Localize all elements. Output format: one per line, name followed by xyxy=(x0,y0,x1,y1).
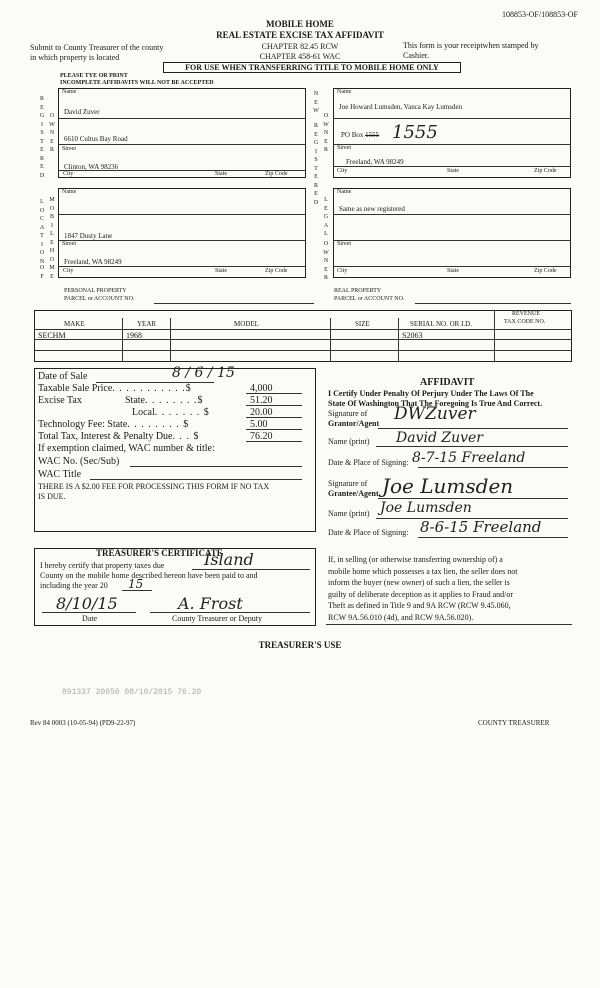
affidavit-title: AFFIDAVIT xyxy=(420,377,475,388)
registered-owner-zip-label: Zip Code xyxy=(265,171,288,177)
treasurers-use-label: TREASURER'S USE xyxy=(258,640,342,650)
incomplete-warning: INCOMPLETE AFFIDAVITS WILL NOT BE ACCEPTED xyxy=(60,80,214,86)
grantor-date-place: 8-7-15 Freeland xyxy=(412,450,526,466)
notice-line: If, in selling (or otherwise transferring ownership of) a xyxy=(328,555,503,564)
notice-line: RCW 9A.56.010 (4d), and RCW 9A.56.020). xyxy=(328,612,474,622)
registered-owner-name-label: Name xyxy=(62,89,77,95)
certify-statement: I Certify Under Penalty Of Perjury Under The Laws Of The xyxy=(328,389,534,398)
document-id: 108853-OF/108853-OF xyxy=(501,10,578,19)
technology-fee-value: 5.00 xyxy=(250,419,268,430)
make-header: MAKE xyxy=(64,320,85,328)
grantee-signature-label: Signature of xyxy=(328,479,368,488)
location-city: Freeland, WA 98249 xyxy=(64,258,122,266)
struck-box-number: 1555 xyxy=(365,131,380,139)
notice-line: inform the buyer (new owner) of such a lien, the seller is xyxy=(328,578,510,587)
county-treasurer-footer: COUNTY TREASURER xyxy=(478,719,550,727)
county-treasurer-deputy-label: County Treasurer or Deputy xyxy=(172,614,262,623)
legal-vertical-label: L E G A L xyxy=(323,197,329,237)
excise-tax-label: Excise Tax xyxy=(38,395,82,406)
cashier-stamp: 891337 20650 08/10/2015 76.20 xyxy=(62,688,202,697)
notice-line: guilty of deliberate deception as it applies to Fraud and/or xyxy=(328,589,514,599)
grantor-signature: DWZuver xyxy=(394,404,476,424)
grantee-date-place-label: Date & Place of Signing: xyxy=(328,528,409,537)
taxable-sale-price-value: 4,000 xyxy=(250,383,273,394)
registered-owner-name: David Zuver xyxy=(64,108,100,116)
new-owner-city-label: City xyxy=(337,168,348,174)
wac-number-label: WAC No. (Sec/Sub) xyxy=(38,456,120,467)
make-cell: SECHM xyxy=(38,331,66,340)
receipt-note: This form is your receiptwhen stamped by xyxy=(403,41,539,50)
legal-owner-state-label: State xyxy=(447,268,459,274)
date-of-sale-label: Date of Sale xyxy=(38,371,88,382)
handwritten-box-number: 1555 xyxy=(392,122,438,143)
revenue-header: REVENUE xyxy=(512,311,540,317)
form-subtitle: REAL ESTATE EXCISE TAX AFFIDAVIT xyxy=(216,30,384,40)
new-owner-street-label: Street xyxy=(337,145,351,151)
grantee-name-print-label: Name (print) xyxy=(328,509,370,518)
new-vertical-label: N E W xyxy=(313,91,319,114)
real-property-label: REAL PROPERTY xyxy=(334,288,382,294)
notice-line: mobile home which possesses a tax lien, the seller does not xyxy=(328,566,518,576)
new-owner-name: Joe Howard Lumsden, Vanca Kay Lumsden xyxy=(339,103,463,111)
certify-taxes-line: I hereby certify that property taxes due xyxy=(40,561,165,570)
grantee-date-place: 8-6-15 Freeland xyxy=(420,518,542,536)
treasurer-certificate-title: TREASURER'S CERTIFICATE xyxy=(96,548,223,558)
legal-owner-name-label: Name xyxy=(337,189,352,195)
excise-local-label: Local. . . . . . . $ xyxy=(132,407,209,418)
registered-owner-street: 6610 Cultus Bay Road xyxy=(64,135,128,143)
certify-statement-2: State Of Washington That The Foregoing Is True And Correct. xyxy=(328,399,543,408)
owner-vertical-label: O W N E R xyxy=(49,113,55,153)
serial-header: SERIAL NO. OR I.D. xyxy=(410,320,472,328)
tax-lien-notice xyxy=(328,554,518,623)
location-state-label: State xyxy=(215,268,227,274)
of-vertical-label: O F xyxy=(39,265,45,280)
processing-fee-note: THERE IS A $2.00 FEE FOR PROCESSING THIS FORM IF NO TAX xyxy=(38,482,270,491)
certificate-date-label: Date xyxy=(82,614,98,623)
notice-line: Theft as defined in Title 9 and 9A RCW (RCW 9.45.060, xyxy=(328,601,511,610)
size-header: SIZE xyxy=(355,320,370,328)
excise-state-label: State. . . . . . . .$ xyxy=(125,395,203,406)
location-street: 1847 Dusty Lane xyxy=(64,232,113,240)
year-cell: 1968 xyxy=(126,331,142,340)
certify-year-line: including the year 20 xyxy=(40,581,108,590)
county-name-handwritten: Island xyxy=(204,550,254,569)
grantor-signature-label: Signature of xyxy=(328,409,368,418)
location-name-label: Name xyxy=(62,189,77,195)
new-owner-city: Freeland, WA 98249 xyxy=(346,158,404,166)
wac-title-label: WAC Title xyxy=(38,469,82,480)
legal-owner-vertical-label: O W N E R xyxy=(323,241,329,281)
registered-owner-city-label: City xyxy=(63,171,74,177)
location-street-label: Street xyxy=(62,241,76,247)
grantee-signature: Joe Lumsden xyxy=(382,474,514,498)
certificate-date-handwritten: 8/10/15 xyxy=(56,594,118,613)
excise-state-value: 51.20 xyxy=(250,395,273,406)
technology-fee-label: Technology Fee: State. . . . . . . . $ xyxy=(38,419,189,430)
real-parcel-label: PARCEL or ACCOUNT NO. xyxy=(334,296,405,302)
grantor-date-place-label: Date & Place of Signing: xyxy=(328,458,409,467)
new-owner-street: PO Box 1555 xyxy=(341,131,380,139)
submit-instruction-2: in which property is located xyxy=(30,53,120,62)
form-title: MOBILE HOME xyxy=(266,19,334,29)
location-zip-label: Zip Code xyxy=(265,268,288,274)
registered-owner-city: Clinton, WA 98236 xyxy=(64,163,119,171)
exemption-label: If exemption claimed, WAC number & title: xyxy=(38,443,215,454)
certify-county-line: County on the mobile home described hereon have been paid to and xyxy=(40,571,258,580)
revision-code: Rev 84 0003 (10-05-94) (PD9-22-97) xyxy=(30,719,136,727)
chapter-wac: CHAPTER 458-61 WAC xyxy=(259,52,341,61)
excise-local-value: 20.00 xyxy=(250,407,273,418)
grantor-agent-label: Grantor/Agent xyxy=(328,419,380,428)
year-handwritten: 15 xyxy=(128,577,144,591)
serial-cell: S2063 xyxy=(402,331,423,340)
new-owner-name-label: Name xyxy=(337,89,352,95)
grantee-printed-name: Joe Lumsden xyxy=(380,500,472,516)
registered-owner-state-label: State xyxy=(215,171,227,177)
legal-owner-street-label: Street xyxy=(337,241,351,247)
year-header: YEAR xyxy=(137,320,157,328)
grantor-name-print-label: Name (print) xyxy=(328,437,370,446)
new-owner-vertical-label: O W N E R xyxy=(323,113,329,153)
new-owner-state-label: State xyxy=(447,168,459,174)
mobile-home-table xyxy=(34,310,572,362)
legal-owner-city-label: City xyxy=(337,268,348,274)
date-of-sale-value: 8 / 6 / 15 xyxy=(172,365,235,381)
registered-owner-vertical-label: R E G I S T E R E D xyxy=(39,96,45,179)
registered-owner-street-label: Street xyxy=(62,146,76,152)
grantor-printed-name: David Zuver xyxy=(396,430,484,446)
mobile-home-vertical-label: M O B I L E H O M E xyxy=(49,197,55,280)
personal-property-label: PERSONAL PROPERTY xyxy=(64,288,127,294)
total-tax-value: 76.20 xyxy=(250,431,273,442)
tax-code-header: TAX CODE NO. xyxy=(504,319,546,325)
transfer-banner: FOR USE WHEN TRANSFERRING TITLE TO MOBILE HOME ONLY xyxy=(163,62,461,73)
print-instruction: PLEASE TYE OR PRINT xyxy=(60,73,128,79)
receipt-note-2: Cashier. xyxy=(403,51,429,60)
new-owner-zip-label: Zip Code xyxy=(534,168,557,174)
taxable-sale-price: Taxable Sale Price. . . . . . . . . . .$ xyxy=(38,383,191,394)
grantee-agent-label: Grantee/Agent xyxy=(328,489,379,498)
location-vertical-label: L O C A T I O N xyxy=(39,199,45,265)
legal-owner-zip-label: Zip Code xyxy=(534,268,557,274)
location-city-label: City xyxy=(63,268,74,274)
total-tax-label: Total Tax, Interest & Penalty Due. . . $ xyxy=(38,431,199,442)
model-header: MODEL xyxy=(234,320,259,328)
legal-owner-name: Same as new registered xyxy=(339,205,405,213)
legal-owner-box xyxy=(333,188,571,278)
treasurer-signature: A. Frost xyxy=(178,594,243,613)
new-registered-vertical-label: R E G I S T E R E D xyxy=(313,123,319,206)
chapter-rcw: CHAPTER 82.45 RCW xyxy=(261,42,339,51)
personal-parcel-label: PARCEL or ACCOUNT NO. xyxy=(64,296,135,302)
submit-instruction: Submit to County Treasurer of the county xyxy=(30,43,164,52)
processing-fee-note-2: IS DUE. xyxy=(38,492,66,501)
